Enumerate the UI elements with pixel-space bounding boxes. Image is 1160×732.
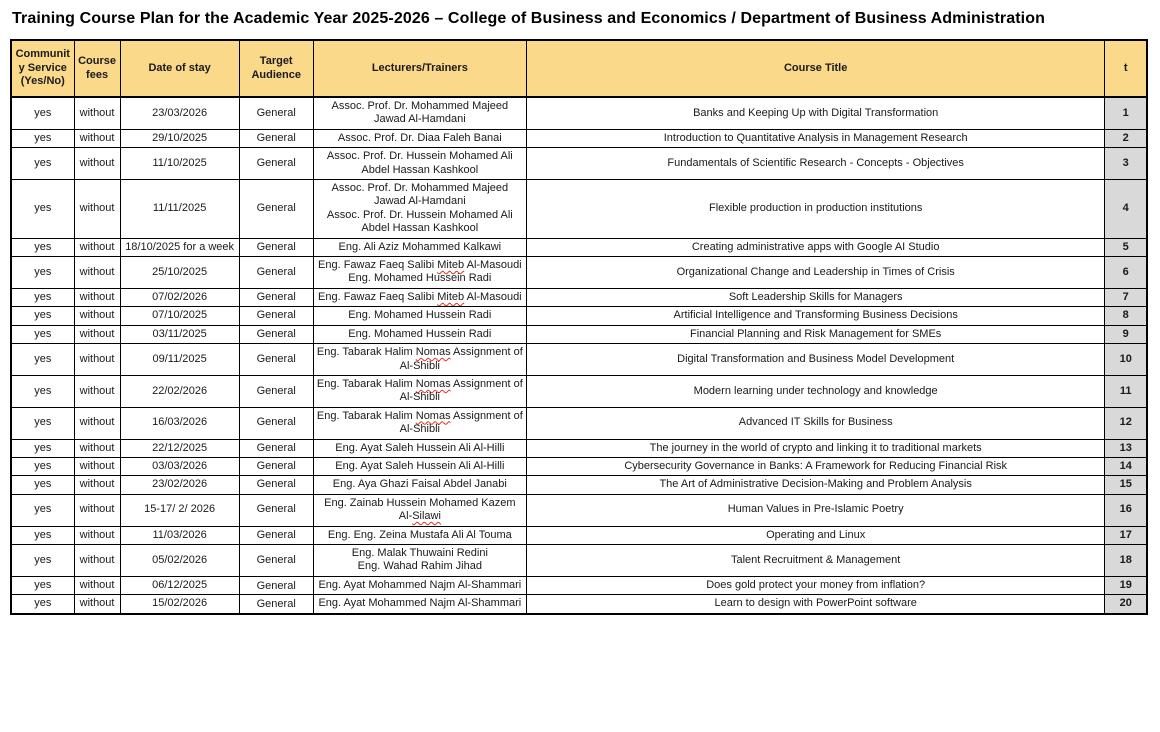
misspelled-word: Nomas bbox=[415, 377, 451, 390]
lecturer-name: Eng. Ali Aziz Mohammed Kalkawi bbox=[338, 240, 502, 253]
table-row bbox=[11, 375, 1147, 407]
lecturer-name: Eng. Ayat Mohammed Najm Al-Shammari bbox=[318, 578, 522, 591]
date-of-stay-cell: 03/03/2026 bbox=[120, 457, 239, 475]
row-number-cell: 12 bbox=[1105, 407, 1147, 439]
course-fees-cell: without bbox=[74, 439, 120, 457]
course-fees-cell: without bbox=[74, 494, 120, 526]
header-lecturers: Lecturers/Trainers bbox=[313, 40, 526, 97]
lecturer-name: Eng. Tabarak Halim Nomas Assignment of Al-Shibli bbox=[316, 409, 523, 436]
course-fees-cell: without bbox=[74, 257, 120, 289]
date-of-stay-cell: 07/10/2025 bbox=[120, 307, 239, 325]
lecturer-name: Assoc. Prof. Dr. Hussein Mohamed Ali Abdel Hassan Kashkool bbox=[326, 150, 513, 176]
header-target-audience: Target Audience bbox=[239, 40, 313, 97]
target-audience-cell: General bbox=[239, 148, 313, 180]
community-service-cell: yes bbox=[11, 407, 74, 439]
course-fees-cell: without bbox=[74, 288, 120, 306]
course-title-cell: Advanced IT Skills for Business bbox=[526, 407, 1105, 439]
community-service-cell: yes bbox=[11, 375, 74, 407]
course-fees-cell: without bbox=[74, 238, 120, 256]
lecturers-cell bbox=[313, 407, 526, 439]
table-row bbox=[11, 476, 1147, 494]
lecturer-name: Eng. Tabarak Halim Nomas Assignment of Al-Shibli bbox=[316, 346, 523, 372]
table-row bbox=[11, 457, 1147, 475]
target-audience-cell: General bbox=[239, 325, 313, 343]
row-number-cell: 6 bbox=[1105, 257, 1147, 289]
community-service-cell: yes bbox=[11, 544, 74, 576]
target-audience-cell: General bbox=[239, 407, 313, 439]
course-title-cell: Soft Leadership Skills for Managers bbox=[526, 288, 1105, 306]
lecturer-name: Eng. Ayat Saleh Hussein Ali Al-Hilli bbox=[335, 441, 505, 454]
table-row bbox=[11, 180, 1147, 239]
target-audience-cell: General bbox=[239, 576, 313, 594]
community-service-cell: yes bbox=[11, 238, 74, 256]
table-row bbox=[11, 407, 1147, 439]
lecturers-cell bbox=[313, 476, 526, 494]
course-fees-cell: without bbox=[74, 407, 120, 439]
header-date-of-stay: Date of stay bbox=[120, 40, 239, 97]
lecturers-cell bbox=[313, 129, 526, 147]
target-audience-cell: General bbox=[239, 288, 313, 306]
lecturer-name: Eng. Mohamed Hussein Radi bbox=[348, 272, 492, 285]
table-row bbox=[11, 129, 1147, 147]
date-of-stay-cell: 16/03/2026 bbox=[120, 407, 239, 439]
target-audience-cell: General bbox=[239, 476, 313, 494]
table-row bbox=[11, 325, 1147, 343]
community-service-cell: yes bbox=[11, 439, 74, 457]
lecturer-name: Eng. Wahad Rahim Jihad bbox=[357, 560, 482, 573]
lecturers-cell bbox=[313, 288, 526, 306]
lecturer-name: Eng. Mohamed Hussein Radi bbox=[348, 327, 492, 340]
date-of-stay-cell: 22/12/2025 bbox=[120, 439, 239, 457]
target-audience-cell: General bbox=[239, 595, 313, 614]
community-service-cell: yes bbox=[11, 526, 74, 544]
community-service-cell: yes bbox=[11, 344, 74, 376]
community-service-cell: yes bbox=[11, 257, 74, 289]
course-title-cell: Financial Planning and Risk Management for SMEs bbox=[526, 325, 1105, 343]
table-row bbox=[11, 526, 1147, 544]
table-row bbox=[11, 439, 1147, 457]
course-title-cell: Learn to design with PowerPoint software bbox=[526, 595, 1105, 614]
date-of-stay-cell: 09/11/2025 bbox=[120, 344, 239, 376]
row-number-cell: 7 bbox=[1105, 288, 1147, 306]
target-audience-cell: General bbox=[239, 457, 313, 475]
community-service-cell: yes bbox=[11, 129, 74, 147]
target-audience-cell: General bbox=[239, 129, 313, 147]
row-number-cell: 3 bbox=[1105, 148, 1147, 180]
course-title-cell: Cybersecurity Governance in Banks: A Framework for Reducing Financial Risk bbox=[526, 457, 1105, 475]
row-number-cell: 15 bbox=[1105, 476, 1147, 494]
course-title-cell: Modern learning under technology and knowledge bbox=[526, 375, 1105, 407]
course-fees-cell: without bbox=[74, 544, 120, 576]
date-of-stay-cell: 05/02/2026 bbox=[120, 544, 239, 576]
lecturer-name: Eng. Eng. Zeina Mustafa Ali Al Touma bbox=[327, 528, 512, 541]
row-number-cell: 19 bbox=[1105, 576, 1147, 594]
misspelled-word: Miteb bbox=[437, 290, 465, 303]
lecturers-cell bbox=[313, 544, 526, 576]
community-service-cell: yes bbox=[11, 307, 74, 325]
course-title-cell: Flexible production in production institutions bbox=[526, 180, 1105, 239]
lecturers-cell bbox=[313, 238, 526, 256]
course-fees-cell: without bbox=[74, 148, 120, 180]
date-of-stay-cell: 23/02/2026 bbox=[120, 476, 239, 494]
lecturer-name: Eng. Ayat Mohammed Najm Al-Shammari bbox=[318, 597, 522, 610]
lecturer-name: Assoc. Prof. Dr. Hussein Mohamed Ali Abdel Hassan Kashkool bbox=[326, 208, 513, 235]
lecturer-name: Eng. Aya Ghazi Faisal Abdel Janabi bbox=[332, 478, 507, 491]
table-header bbox=[11, 40, 1147, 97]
lecturer-name: Eng. Malak Thuwaini Redini bbox=[351, 546, 488, 559]
course-fees-cell: without bbox=[74, 526, 120, 544]
table-row bbox=[11, 595, 1147, 614]
community-service-cell: yes bbox=[11, 457, 74, 475]
lecturers-cell bbox=[313, 375, 526, 407]
lecturers-cell bbox=[313, 97, 526, 129]
lecturers-cell bbox=[313, 325, 526, 343]
target-audience-cell: General bbox=[239, 494, 313, 526]
course-fees-cell: without bbox=[74, 595, 120, 614]
course-fees-cell: without bbox=[74, 457, 120, 475]
header-course-title: Course Title bbox=[526, 40, 1105, 97]
course-fees-cell: without bbox=[74, 344, 120, 376]
row-number-cell: 17 bbox=[1105, 526, 1147, 544]
row-number-cell: 20 bbox=[1105, 595, 1147, 614]
row-number-cell: 9 bbox=[1105, 325, 1147, 343]
table-row bbox=[11, 148, 1147, 180]
table-body bbox=[11, 97, 1147, 614]
course-title-cell: Introduction to Quantitative Analysis in Management Research bbox=[526, 129, 1105, 147]
course-title-cell: Operating and Linux bbox=[526, 526, 1105, 544]
community-service-cell: yes bbox=[11, 180, 74, 239]
target-audience-cell: General bbox=[239, 439, 313, 457]
lecturer-name: Eng. Mohamed Hussein Radi bbox=[348, 309, 492, 322]
table-row bbox=[11, 494, 1147, 526]
course-fees-cell: without bbox=[74, 180, 120, 239]
course-fees-cell: without bbox=[74, 576, 120, 594]
table-row bbox=[11, 288, 1147, 306]
course-title-cell: Creating administrative apps with Google AI Studio bbox=[526, 238, 1105, 256]
course-fees-cell: without bbox=[74, 129, 120, 147]
course-fees-cell: without bbox=[74, 375, 120, 407]
date-of-stay-cell: 29/10/2025 bbox=[120, 129, 239, 147]
misspelled-word: Silawi bbox=[412, 510, 441, 523]
community-service-cell: yes bbox=[11, 288, 74, 306]
community-service-cell: yes bbox=[11, 595, 74, 614]
date-of-stay-cell: 03/11/2025 bbox=[120, 325, 239, 343]
date-of-stay-cell: 18/10/2025 for a week bbox=[120, 238, 239, 256]
misspelled-word: Nomas bbox=[415, 409, 451, 422]
date-of-stay-cell: 11/10/2025 bbox=[120, 148, 239, 180]
row-number-cell: 18 bbox=[1105, 544, 1147, 576]
course-title-cell: The journey in the world of crypto and linking it to traditional markets bbox=[526, 439, 1105, 457]
date-of-stay-cell: 15/02/2026 bbox=[120, 595, 239, 614]
header-row bbox=[11, 40, 1147, 97]
date-of-stay-cell: 15-17/ 2/ 2026 bbox=[120, 494, 239, 526]
date-of-stay-cell: 25/10/2025 bbox=[120, 257, 239, 289]
target-audience-cell: General bbox=[239, 344, 313, 376]
table-row bbox=[11, 97, 1147, 129]
course-fees-cell: without bbox=[74, 307, 120, 325]
target-audience-cell: General bbox=[239, 180, 313, 239]
lecturers-cell bbox=[313, 344, 526, 376]
header-course-fees: Course fees bbox=[74, 40, 120, 97]
date-of-stay-cell: 06/12/2025 bbox=[120, 576, 239, 594]
lecturer-name: Assoc. Prof. Dr. Diaa Faleh Banai bbox=[337, 131, 502, 144]
course-fees-cell: without bbox=[74, 97, 120, 129]
lecturers-cell bbox=[313, 494, 526, 526]
lecturers-cell bbox=[313, 307, 526, 325]
header-community-service: Community Service (Yes/No) bbox=[11, 40, 74, 97]
row-number-cell: 4 bbox=[1105, 180, 1147, 239]
row-number-cell: 1 bbox=[1105, 97, 1147, 129]
course-title-cell: Artificial Intelligence and Transforming Business Decisions bbox=[526, 307, 1105, 325]
course-fees-cell: without bbox=[74, 476, 120, 494]
row-number-cell: 5 bbox=[1105, 238, 1147, 256]
target-audience-cell: General bbox=[239, 307, 313, 325]
table-row bbox=[11, 344, 1147, 376]
date-of-stay-cell: 11/03/2026 bbox=[120, 526, 239, 544]
community-service-cell: yes bbox=[11, 148, 74, 180]
lecturers-cell bbox=[313, 457, 526, 475]
target-audience-cell: General bbox=[239, 238, 313, 256]
date-of-stay-cell: 22/02/2026 bbox=[120, 375, 239, 407]
table-row bbox=[11, 544, 1147, 576]
course-fees-cell: without bbox=[74, 325, 120, 343]
lecturer-name: Assoc. Prof. Dr. Mohammed Majeed Jawad Al-Hamdani bbox=[331, 100, 509, 126]
lecturer-name: Eng. Ayat Saleh Hussein Ali Al-Hilli bbox=[335, 459, 505, 472]
target-audience-cell: General bbox=[239, 97, 313, 129]
row-number-cell: 11 bbox=[1105, 375, 1147, 407]
lecturer-name: Eng. Tabarak Halim Nomas Assignment of Al-Shibli bbox=[316, 377, 523, 404]
course-plan-table bbox=[10, 39, 1148, 615]
course-title-cell: Human Values in Pre-Islamic Poetry bbox=[526, 494, 1105, 526]
row-number-cell: 8 bbox=[1105, 307, 1147, 325]
course-title-cell: Organizational Change and Leadership in Times of Crisis bbox=[526, 257, 1105, 289]
date-of-stay-cell: 11/11/2025 bbox=[120, 180, 239, 239]
misspelled-word: Miteb bbox=[437, 259, 465, 272]
community-service-cell: yes bbox=[11, 325, 74, 343]
lecturer-name: Assoc. Prof. Dr. Mohammed Majeed Jawad Al-Hamdani bbox=[331, 182, 509, 208]
course-title-cell: Talent Recruitment & Management bbox=[526, 544, 1105, 576]
community-service-cell: yes bbox=[11, 476, 74, 494]
community-service-cell: yes bbox=[11, 494, 74, 526]
target-audience-cell: General bbox=[239, 257, 313, 289]
lecturers-cell bbox=[313, 526, 526, 544]
course-title-cell: The Art of Administrative Decision-Making and Problem Analysis bbox=[526, 476, 1105, 494]
row-number-cell: 10 bbox=[1105, 344, 1147, 376]
row-number-cell: 16 bbox=[1105, 494, 1147, 526]
lecturer-name: Eng. Fawaz Faeq Salibi Miteb Al-Masoudi bbox=[318, 290, 522, 303]
target-audience-cell: General bbox=[239, 375, 313, 407]
page-title: Training Course Plan for the Academic Year 2025-2026 – College of Business and Economics / Department of Business Administration bbox=[12, 10, 1045, 27]
row-number-cell: 14 bbox=[1105, 457, 1147, 475]
target-audience-cell: General bbox=[239, 544, 313, 576]
lecturers-cell bbox=[313, 148, 526, 180]
header-number: t bbox=[1105, 40, 1147, 97]
date-of-stay-cell: 23/03/2026 bbox=[120, 97, 239, 129]
lecturers-cell bbox=[313, 439, 526, 457]
lecturers-cell bbox=[313, 180, 526, 239]
row-number-cell: 2 bbox=[1105, 129, 1147, 147]
lecturers-cell bbox=[313, 576, 526, 594]
course-title-cell: Banks and Keeping Up with Digital Transformation bbox=[526, 97, 1105, 129]
table-row bbox=[11, 257, 1147, 289]
course-title-cell: Fundamentals of Scientific Research - Concepts - Objectives bbox=[526, 148, 1105, 180]
community-service-cell: yes bbox=[11, 576, 74, 594]
lecturer-name: Eng. Fawaz Faeq Salibi Miteb Al-Masoudi bbox=[318, 259, 522, 272]
misspelled-word: Nomas bbox=[415, 346, 451, 359]
table-row bbox=[11, 576, 1147, 594]
course-title-cell: Digital Transformation and Business Model Development bbox=[526, 344, 1105, 376]
table-row bbox=[11, 307, 1147, 325]
row-number-cell: 13 bbox=[1105, 439, 1147, 457]
lecturers-cell bbox=[313, 595, 526, 614]
lecturer-name: Eng. Zainab Hussein Mohamed Kazem Al-Silawi bbox=[324, 496, 516, 523]
table-row bbox=[11, 238, 1147, 256]
course-title-cell: Does gold protect your money from inflation? bbox=[526, 576, 1105, 594]
lecturers-cell bbox=[313, 257, 526, 289]
date-of-stay-cell: 07/02/2026 bbox=[120, 288, 239, 306]
community-service-cell: yes bbox=[11, 97, 74, 129]
target-audience-cell: General bbox=[239, 526, 313, 544]
